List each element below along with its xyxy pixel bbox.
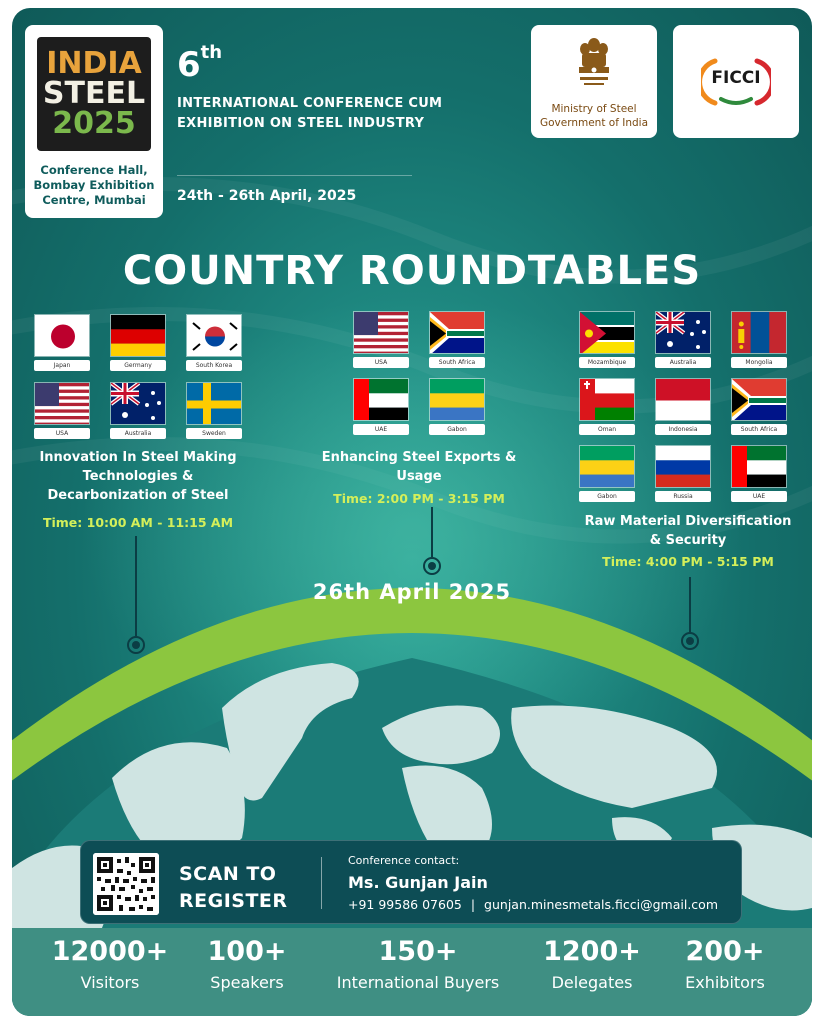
- timeline-pin-3-icon: [681, 632, 699, 650]
- flag-russia-icon: [655, 445, 711, 488]
- flag-label: South Africa: [429, 357, 485, 368]
- poster: [12, 8, 812, 1016]
- card-divider: [321, 857, 322, 909]
- flag-usa-icon: [353, 311, 409, 354]
- flag-mongolia-icon: [731, 311, 787, 354]
- flag-label: South Africa: [731, 424, 787, 435]
- stat-delegates: [532, 936, 652, 992]
- india-steel-2025-logo: [37, 37, 151, 151]
- stat-international-buyers: [312, 936, 524, 992]
- flag-label: Australia: [110, 428, 166, 439]
- stat-label: International Buyers: [336, 973, 500, 992]
- ministry-line-1: Ministry of Steel: [551, 103, 637, 115]
- flag-label: Mongolia: [731, 357, 787, 368]
- ficci-wordmark: FICCI: [711, 68, 761, 88]
- flag-label: Oman: [579, 424, 635, 435]
- contact-separator: |: [470, 897, 476, 912]
- stat-visitors: [40, 936, 180, 992]
- contact-label: Conference contact:: [348, 854, 460, 867]
- timeline-pin-1-icon: [127, 636, 145, 654]
- flag-usa-icon: [34, 382, 90, 425]
- flag-label: Gabon: [429, 424, 485, 435]
- scan-to-register-label: [179, 861, 288, 914]
- stat-speakers: [192, 936, 302, 992]
- scan-line-1: SCAN TO: [179, 863, 277, 885]
- stat-label: Visitors: [80, 973, 140, 992]
- ficci-logo-card: [673, 25, 799, 138]
- flag-mozambique-icon: [579, 311, 635, 354]
- national-emblem-icon: [574, 35, 614, 95]
- ministry-of-steel-logo-card: [531, 25, 657, 138]
- scan-line-2: REGISTER: [179, 889, 288, 912]
- stat-value: 100+: [207, 936, 287, 967]
- pin-line-2: [431, 507, 433, 557]
- flag-gabon-icon: [579, 445, 635, 488]
- flag-sweden-icon: [186, 382, 242, 425]
- edition-suffix: th: [200, 42, 223, 63]
- stat-exhibitors: [660, 936, 790, 992]
- flag-australia-icon: [655, 311, 711, 354]
- flag-label: Indonesia: [655, 424, 711, 435]
- stat-value: 12000+: [51, 936, 169, 967]
- session-2-time: Time: 2:00 PM - 3:15 PM: [333, 491, 505, 506]
- flag-label: USA: [353, 357, 409, 368]
- flag-germany-icon: [110, 314, 166, 357]
- logo-word-india: INDIA: [46, 46, 142, 81]
- session-1-title: Innovation In Steel Making Technologies & Decarbonization of Steel: [39, 450, 237, 503]
- flag-label: USA: [34, 428, 90, 439]
- stat-label: Exhibitors: [685, 973, 765, 992]
- edition-number: [177, 42, 222, 85]
- session-1-time: Time: 10:00 AM - 11:15 AM: [42, 515, 234, 530]
- flag-uae-icon: [353, 378, 409, 421]
- stat-value: 150+: [378, 936, 458, 967]
- flag-south-korea-icon: [186, 314, 242, 357]
- stat-label: Speakers: [210, 973, 284, 992]
- flag-label: Mozambique: [579, 357, 635, 368]
- flag-label: Germany: [110, 360, 166, 371]
- ministry-text: [531, 103, 657, 130]
- conference-title: INTERNATIONAL CONFERENCE CUM EXHIBITION ON STEEL INDUSTRY: [177, 96, 443, 132]
- header-divider: [177, 175, 412, 176]
- flag-south-africa-icon: [429, 311, 485, 354]
- flag-label: Australia: [655, 357, 711, 368]
- flag-australia-icon: [110, 382, 166, 425]
- flag-oman-icon: [579, 378, 635, 421]
- venue-text: Conference Hall, Bombay Exhibition Centre, Mumbai: [33, 163, 155, 207]
- india-steel-logo-card: [25, 25, 163, 218]
- stat-value: 200+: [685, 936, 765, 967]
- edition-number-value: 6: [177, 45, 201, 85]
- flag-label: Japan: [34, 360, 90, 371]
- logo-year: 2025: [52, 106, 136, 141]
- flag-japan-icon: [34, 314, 90, 357]
- country-roundtables-heading: COUNTRY ROUNDTABLES: [122, 248, 702, 294]
- session-3-title: Raw Material Diversification & Security: [584, 514, 792, 548]
- session-2-title: Enhancing Steel Exports & Usage: [321, 450, 517, 484]
- contact-name: Ms. Gunjan Jain: [348, 873, 488, 892]
- roundtable-date: 26th April 2025: [312, 580, 512, 604]
- contact-email[interactable]: gunjan.minesmetals.ficci@gmail.com: [484, 897, 718, 912]
- ministry-line-2: Government of India: [539, 116, 649, 129]
- contact-details: [348, 897, 718, 912]
- flag-uae-icon: [731, 445, 787, 488]
- flag-label: Gabon: [579, 491, 635, 502]
- contact-phone[interactable]: +91 99586 07605: [348, 897, 462, 912]
- flag-label: Sweden: [186, 428, 242, 439]
- timeline-pin-2-icon: [423, 557, 441, 575]
- flag-indonesia-icon: [655, 378, 711, 421]
- flag-gabon-icon: [429, 378, 485, 421]
- flag-label: South Korea: [186, 360, 242, 371]
- register-contact-card: [80, 840, 742, 924]
- event-dates: 24th - 26th April, 2025: [177, 188, 357, 204]
- flag-label: UAE: [353, 424, 409, 435]
- flag-label: Russia: [655, 491, 711, 502]
- flag-label: UAE: [731, 491, 787, 502]
- stat-label: Delegates: [551, 973, 633, 992]
- stat-value: 1200+: [543, 936, 641, 967]
- flag-south-africa-icon: [731, 378, 787, 421]
- logo-word-steel: STEEL: [42, 76, 146, 111]
- session-3-time: Time: 4:00 PM - 5:15 PM: [602, 554, 774, 569]
- registration-qr-code-icon[interactable]: [93, 853, 159, 915]
